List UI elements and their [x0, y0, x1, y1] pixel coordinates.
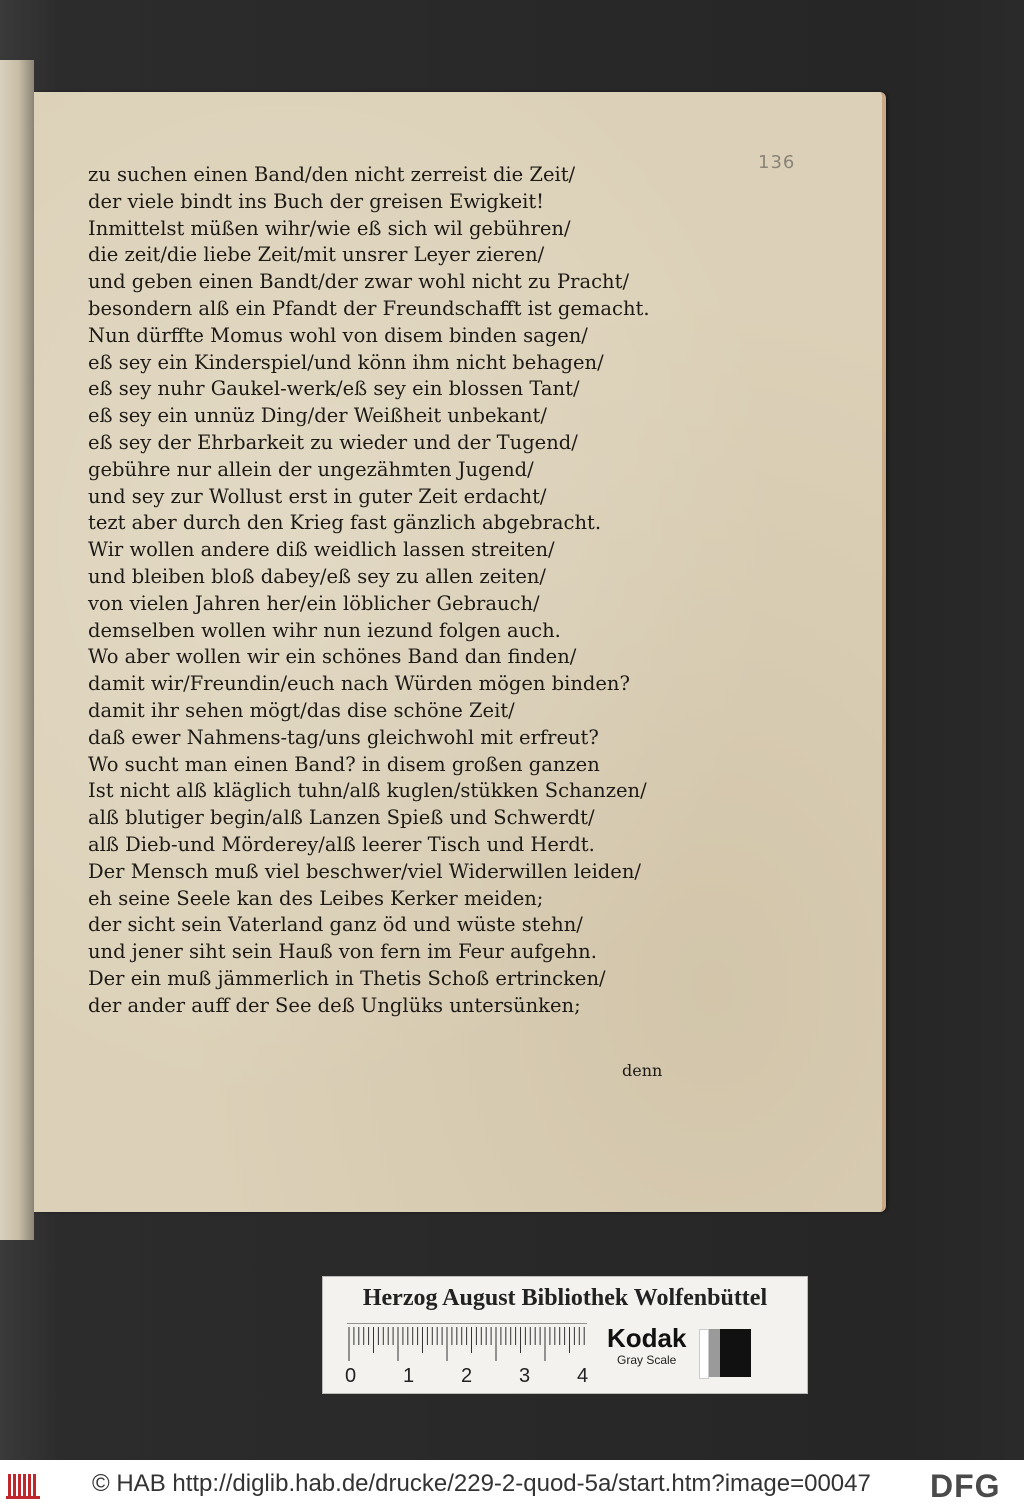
- catchword: denn: [622, 1061, 663, 1080]
- verse-line: tezt aber durch den Krieg fast gänzlich abgebracht.: [88, 511, 602, 535]
- verse-line: und jener siht sein Hauß von fern im Feur aufgehn.: [88, 940, 597, 964]
- verse-line: eh seine Seele kan des Leibes Kerker meiden;: [88, 886, 544, 910]
- gray-scale-label: Gray Scale: [617, 1353, 677, 1367]
- ruler-number: 3: [519, 1365, 531, 1387]
- verse-line: Ist nicht alß kläglich tuhn/alß kuglen/stükken Schanzen/: [88, 779, 647, 803]
- verse-line: die zeit/die liebe Zeit/mit unsrer Leyer zieren/: [88, 243, 545, 267]
- verse-line: damit wir/Freundin/euch nach Würden mögen binden?: [88, 672, 630, 696]
- verse-line: demselben wollen wihr nun iezund folgen auch.: [88, 618, 561, 642]
- gray-patch: [699, 1329, 751, 1377]
- verse-line: alß blutiger begin/alß Lanzen Spieß und Schwerdt/: [88, 806, 595, 830]
- verse-line: eß sey nuhr Gaukel-werk/eß sey ein blossen Tant/: [88, 377, 580, 401]
- hab-logo-icon: [6, 1470, 40, 1500]
- book-spine-edge: [0, 60, 34, 1240]
- verse-line: und bleiben bloß dabey/eß sey zu allen zeiten/: [88, 564, 546, 588]
- verse-line: von vielen Jahren her/ein löblicher Gebrauch/: [88, 591, 540, 615]
- verse-line: eß sey der Ehrbarkeit zu wieder und der Tugend/: [88, 430, 578, 454]
- verse-line: eß sey ein unnüz Ding/der Weißheit unbekant/: [88, 404, 547, 428]
- verse-line: Wir wollen andere diß weidlich lassen streiten/: [88, 538, 555, 562]
- folio-number: 136: [758, 152, 796, 173]
- verse-line: gebühre nur allein der ungezähmten Jugend/: [88, 457, 534, 481]
- verse-line: zu suchen einen Band/den nicht zerreist die Zeit/: [88, 163, 576, 186]
- ruler-number: 1: [403, 1365, 415, 1387]
- ruler-number: 4: [577, 1365, 589, 1387]
- ruler-scale: [347, 1323, 587, 1363]
- gray-scale-card: [322, 1276, 808, 1394]
- verse-line: und sey zur Wollust erst in guter Zeit erdacht/: [88, 484, 547, 508]
- verse-line: eß sey ein Kinderspiel/und könn ihm nicht behagen/: [88, 350, 604, 374]
- verse-line: der viele bindt ins Buch der greisen Ewigkeit!: [88, 189, 545, 213]
- verse-line: Wo aber wollen wir ein schönes Band dan finden/: [88, 645, 577, 669]
- verse-line: der sicht sein Vaterland ganz öd und wüste stehn/: [88, 913, 583, 937]
- verse-line: alß Dieb-und Mörderey/alß leerer Tisch und Herdt.: [88, 832, 595, 856]
- verse-line: der ander auff der See deß Unglüks untersünken;: [88, 993, 581, 1017]
- image-source-link[interactable]: © HAB http://diglib.hab.de/drucke/229-2-quod-5a/start.htm?image=00047: [92, 1470, 871, 1497]
- verse-line: besondern alß ein Pfandt der Freundschafft ist gemacht.: [88, 296, 650, 320]
- kodak-logo: Kodak: [607, 1323, 687, 1353]
- verse-line: Der ein muß jämmerlich in Thetis Schoß ertrincken/: [88, 966, 606, 990]
- ruler-number: 0: [345, 1365, 357, 1387]
- footer-bar: [0, 1460, 1024, 1511]
- ruler-number: 2: [461, 1365, 473, 1387]
- verse-line: Wo sucht man einen Band? in disem großen ganzen: [88, 752, 600, 776]
- verse-line: Inmittelst müßen wihr/wie eß sich wil gebühren/: [88, 216, 571, 240]
- verse-line: Der Mensch muß viel beschwer/viel Widerwillen leiden/: [88, 859, 641, 883]
- verse-line: Nun dürffte Momus wohl von disem binden sagen/: [88, 323, 588, 347]
- library-name: Herzog August Bibliothek Wolfenbüttel: [362, 1285, 768, 1311]
- verse-line: daß ewer Nahmens-tag/uns gleichwohl mit erfreut?: [88, 725, 599, 749]
- verse-line: damit ihr sehen mögt/das dise schöne Zeit/: [88, 698, 515, 722]
- poem-text-block: [88, 162, 688, 1020]
- dfg-logo: DFG: [930, 1468, 1001, 1504]
- verse-line: und geben einen Bandt/der zwar wohl nicht zu Pracht/: [88, 270, 630, 294]
